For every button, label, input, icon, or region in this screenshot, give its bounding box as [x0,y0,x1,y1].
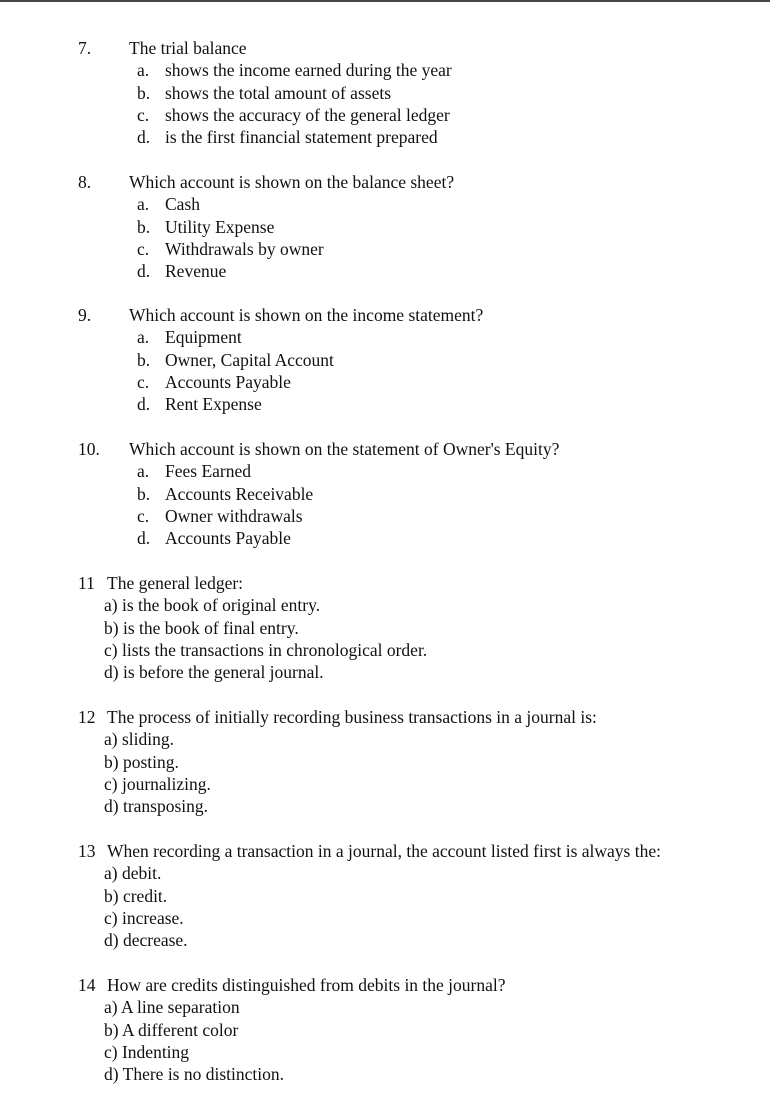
option-letter: d. [137,528,151,549]
answer-option [0,795,770,817]
answer-option [0,460,770,482]
question-number: 14 [78,975,96,995]
answer-option [0,594,770,616]
answer-option [0,751,770,773]
option-letter: b. [137,216,151,237]
option-text: d) transposing. [104,796,209,817]
option-text: a) is the book of original entry. [104,595,321,616]
answer-option [0,260,770,282]
option-text: a) sliding. [104,729,174,750]
option-text: Equipment [165,327,242,348]
option-text: d) There is no distinction. [104,1064,284,1085]
answer-option [0,1019,770,1041]
answer-option [0,639,770,661]
answer-option [0,59,770,81]
option-text: d) decrease. [104,930,188,951]
answer-option [0,505,770,527]
question-7 [0,37,770,148]
question-11 [0,572,770,683]
option-letter: b. [137,82,151,103]
option-letter: d. [137,127,151,148]
option-text: shows the accuracy of the general ledger [165,104,450,125]
option-letter: a. [137,327,150,348]
question-stem [0,37,770,59]
question-stem [0,572,770,594]
question-stem [0,171,770,193]
top-border [0,0,770,2]
question-14 [0,974,770,1085]
option-text: Accounts Payable [165,528,291,549]
answer-option [0,371,770,393]
question-12 [0,706,770,817]
answer-option [0,617,770,639]
answer-option [0,104,770,126]
option-text: Owner, Capital Account [165,349,334,370]
question-9 [0,304,770,415]
question-stem [0,840,770,862]
question-stem [0,706,770,728]
option-letter: d. [137,394,151,415]
option-letter: a. [137,60,150,81]
option-letter: c. [137,104,150,125]
option-text: shows the income earned during the year [165,60,452,81]
option-letter: a. [137,194,150,215]
option-text: Revenue [165,261,227,282]
question-text: How are credits distinguished from debits in the journal? [107,975,506,995]
option-letter: b. [137,483,151,504]
answer-option [0,126,770,148]
option-letter: d. [137,261,151,282]
question-text: The general ledger: [107,573,244,593]
answer-option [0,326,770,348]
question-text: The trial balance [129,38,247,58]
option-text: b) posting. [104,751,179,772]
answer-option [0,349,770,371]
option-text: Rent Expense [165,394,262,415]
answer-option [0,527,770,549]
answer-option [0,1063,770,1085]
option-text: a) debit. [104,863,162,884]
answer-option [0,1041,770,1063]
answer-option [0,216,770,238]
question-text: Which account is shown on the income statement? [129,305,484,325]
option-text: Utility Expense [165,216,275,237]
answer-option [0,393,770,415]
answer-option [0,483,770,505]
option-text: Accounts Payable [165,371,291,392]
question-8 [0,171,770,282]
option-text: is the first financial statement prepared [165,127,438,148]
option-text: b) credit. [104,885,168,906]
question-text: Which account is shown on the balance sheet? [129,172,455,192]
question-number: 9. [78,305,92,325]
answer-option [0,996,770,1018]
option-text: b) is the book of final entry. [104,617,299,638]
answer-option [0,907,770,929]
option-text: c) increase. [104,907,184,928]
question-number: 8. [78,172,92,192]
question-text: When recording a transaction in a journal, the account listed first is always the: [107,841,661,861]
option-text: c) lists the transactions in chronological order. [104,639,428,660]
option-text: a) A line separation [104,997,240,1018]
question-number: 13 [78,841,96,861]
question-10 [0,438,770,549]
option-text: shows the total amount of assets [165,82,392,103]
question-number: 7. [78,38,92,58]
option-text: Fees Earned [165,461,252,482]
answer-option [0,885,770,907]
option-letter: c. [137,238,150,259]
question-text: Which account is shown on the statement of Owner's Equity? [129,439,560,459]
question-stem [0,438,770,460]
question-stem [0,974,770,996]
answer-option [0,773,770,795]
question-text: The process of initially recording business transactions in a journal is: [107,707,597,727]
option-text: Accounts Receivable [165,483,314,504]
option-letter: c. [137,371,150,392]
answer-option [0,82,770,104]
answer-option [0,238,770,260]
option-text: c) Indenting [104,1041,190,1062]
option-text: c) journalizing. [104,773,211,794]
option-text: Owner withdrawals [165,505,303,526]
question-13 [0,840,770,951]
option-text: Cash [165,194,200,215]
question-stem [0,304,770,326]
answer-option [0,929,770,951]
option-letter: c. [137,505,150,526]
answer-option [0,728,770,750]
answer-option [0,661,770,683]
question-number: 12 [78,707,96,727]
question-number: 11 [78,573,95,593]
answer-option [0,862,770,884]
option-text: Withdrawals by owner [165,238,324,259]
answer-option [0,193,770,215]
question-number: 10. [78,439,100,459]
option-text: b) A different color [104,1019,239,1040]
option-letter: b. [137,349,151,370]
option-text: d) is before the general journal. [104,662,324,683]
option-letter: a. [137,461,150,482]
